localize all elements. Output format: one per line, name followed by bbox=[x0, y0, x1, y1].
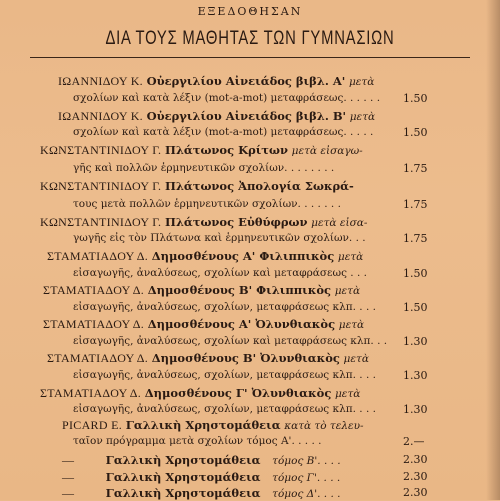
entry-price: 1.75 bbox=[403, 198, 428, 211]
entry-price: 2.30 bbox=[403, 470, 428, 483]
entry-rest: μετὰ bbox=[337, 251, 364, 263]
entry-author: ΙΩΑΝΝΙΔΟΥ Κ. bbox=[58, 74, 143, 88]
entry-price: 1.50 bbox=[403, 301, 428, 314]
entry-author: — bbox=[62, 470, 75, 484]
entry-price: 2.30 bbox=[403, 453, 428, 466]
entry-rest: μετὰ bbox=[338, 319, 365, 331]
entry-title: Οὐεργιλίου Αἰνειάδος βιβλ. Α' bbox=[146, 74, 346, 88]
entry-price: 2.— bbox=[403, 435, 425, 448]
entry-author: ΚΩΝΣΤΑΝΤΙΝΙΔΟΥ Γ. bbox=[40, 215, 162, 229]
entry-author: ΚΩΝΣΤΑΝΤΙΝΙΔΟΥ Γ. bbox=[40, 143, 162, 157]
entry-title: Δημοσθένους Β' Φιλιππικὸς bbox=[147, 283, 332, 297]
entry-rest: κατὰ τὸ τελευ- bbox=[284, 420, 364, 432]
entry-author: ΙΩΑΝΝΙΔΟΥ Κ. bbox=[58, 109, 143, 123]
entry-description: εἰσαγωγῆς, ἀναλύσεως, σχολίων, μεταφράσεως κλπ. . . . bbox=[73, 403, 376, 415]
entry-price: 1.50 bbox=[403, 92, 428, 105]
page-edge-shadow bbox=[486, 0, 500, 500]
entry-description: εἰσαγωγῆς, ἀναλύσεως, σχολίων, μεταφράσεως κλπ. . . . bbox=[73, 369, 376, 381]
entry-rest: τόμος Γ'. . . . bbox=[272, 472, 341, 484]
entry-rest: μετὰ bbox=[334, 285, 361, 297]
entry-title: Δημοσθένους Γ' Ὀλυνθιακὸς bbox=[144, 386, 332, 400]
header-published: ΕΞΕΔΟΘΗΣΑΝ bbox=[197, 5, 303, 18]
entry-price: 1.50 bbox=[403, 126, 428, 139]
entry-description: ταῖον πρόγραμμα μετὰ σχολίων τόμος Α'. . . . . bbox=[73, 435, 322, 447]
entry-price: 1.75 bbox=[403, 162, 428, 175]
entry-price: 1.30 bbox=[403, 403, 428, 416]
entry-author: ΚΩΝΣΤΑΝΤΙΝΙΔΟΥ Γ. bbox=[40, 179, 162, 193]
entry-title: Πλάτωνος Κρίτων bbox=[164, 143, 288, 157]
entry-rest: μετὰ εἰσα- bbox=[311, 217, 368, 229]
entry-title: Δημοσθένους Α' Ὀλυνθιακὸς bbox=[147, 317, 336, 331]
entry-description: σχολίων καὶ κατὰ λέξιν (mot-a-mot) μεταφράσεως. . . . . bbox=[73, 126, 374, 138]
entry-rest: μετὰ εἰσαγω- bbox=[291, 145, 363, 157]
entry-title: Γαλλικὴ Χρηστομάθεια bbox=[105, 453, 261, 467]
entry-author: — bbox=[62, 486, 75, 500]
entry-title: Δημοσθένους Β' Ὀλυνθιακὸς bbox=[151, 351, 340, 365]
entry-description: γωγῆς εἰς τὸν Πλάτωνα καὶ ἑρμηνευτικῶν σχολίων. . . bbox=[73, 232, 366, 244]
entry-description: εἰσαγωγῆς, ἀναλύσεως, σχολίων, μεταφράσεως κλπ. . . . bbox=[73, 301, 376, 313]
entry-description: τους μετὰ πολλῶν ἑρμηνευτικῶν σχολίων. . . . . . . bbox=[73, 198, 341, 210]
entry-author: PICARD Ε. bbox=[62, 418, 123, 432]
entry-rest: μετὰ bbox=[343, 353, 369, 365]
entry-title: Δημοσθένους Α' Φιλιππικὸς bbox=[151, 249, 335, 263]
entry-title: Γαλλικὴ Χρηστομάθεια bbox=[125, 418, 281, 432]
entry-rest: μετὰ bbox=[334, 388, 361, 400]
entry-author: ΣΤΑΜΑΤΙΑΔΟΥ Δ. bbox=[43, 283, 145, 297]
entry-author: ΣΤΑΜΑΤΙΑΔΟΥ Δ. bbox=[40, 386, 142, 400]
header-rule bbox=[30, 57, 470, 58]
entry-price: 1.75 bbox=[403, 232, 428, 245]
entry-title: Πλάτωνος Ἀπολογία Σωκρά- bbox=[164, 179, 354, 193]
entry-description: σχολίων καὶ κατὰ λέξιν (mot-a-mot) μεταφράσεως. . . . . . bbox=[73, 92, 381, 104]
entry-author: — bbox=[62, 453, 75, 467]
entry-rest: τόμος Β'. . . . bbox=[272, 455, 341, 467]
entry-title: Οὐεργιλίου Αἰνειάδος βιβλ. Β' bbox=[146, 109, 347, 123]
entry-title: Γαλλικὴ Χρηστομάθεια bbox=[105, 470, 261, 484]
entry-description: γῆς καὶ πολλῶν ἑρμηνευτικῶν σχολίων. . . . . . . . bbox=[73, 162, 335, 174]
entry-title: Γαλλικὴ Χρηστομάθεια bbox=[105, 486, 261, 500]
entry-description: εἰσαγωγῆς, ἀναλύσεως, σχολίων καὶ μεταφράσεως κλπ. . . bbox=[73, 335, 388, 347]
entry-author: ΣΤΑΜΑΤΙΑΔΟΥ Δ. bbox=[47, 249, 149, 263]
entry-author: ΣΤΑΜΑΤΙΑΔΟΥ Δ. bbox=[47, 351, 149, 365]
entry-title: Πλάτωνος Εὐθύφρων bbox=[164, 215, 308, 229]
entry-price: 1.30 bbox=[403, 369, 428, 382]
entry-rest: τόμος Δ'. . . . bbox=[272, 488, 341, 500]
entry-price: 1.50 bbox=[403, 267, 428, 280]
header-title: ΔΙΑ ΤΟΥΣ ΜΑΘΗΤΑΣ ΤΩΝ ΓΥΜΝΑΣΙΩΝ bbox=[105, 28, 395, 49]
entry-price: 2.30 bbox=[403, 486, 428, 499]
entry-price: 1.30 bbox=[403, 335, 428, 348]
entry-rest: μετὰ bbox=[348, 76, 375, 88]
entry-author: ΣΤΑΜΑΤΙΑΔΟΥ Δ. bbox=[43, 317, 145, 331]
entry-description: εἰσαγωγῆς, ἀναλύσεως, σχολίων καὶ μεταφράσεως . . . bbox=[73, 267, 367, 279]
entry-rest: μετὰ bbox=[349, 111, 376, 123]
